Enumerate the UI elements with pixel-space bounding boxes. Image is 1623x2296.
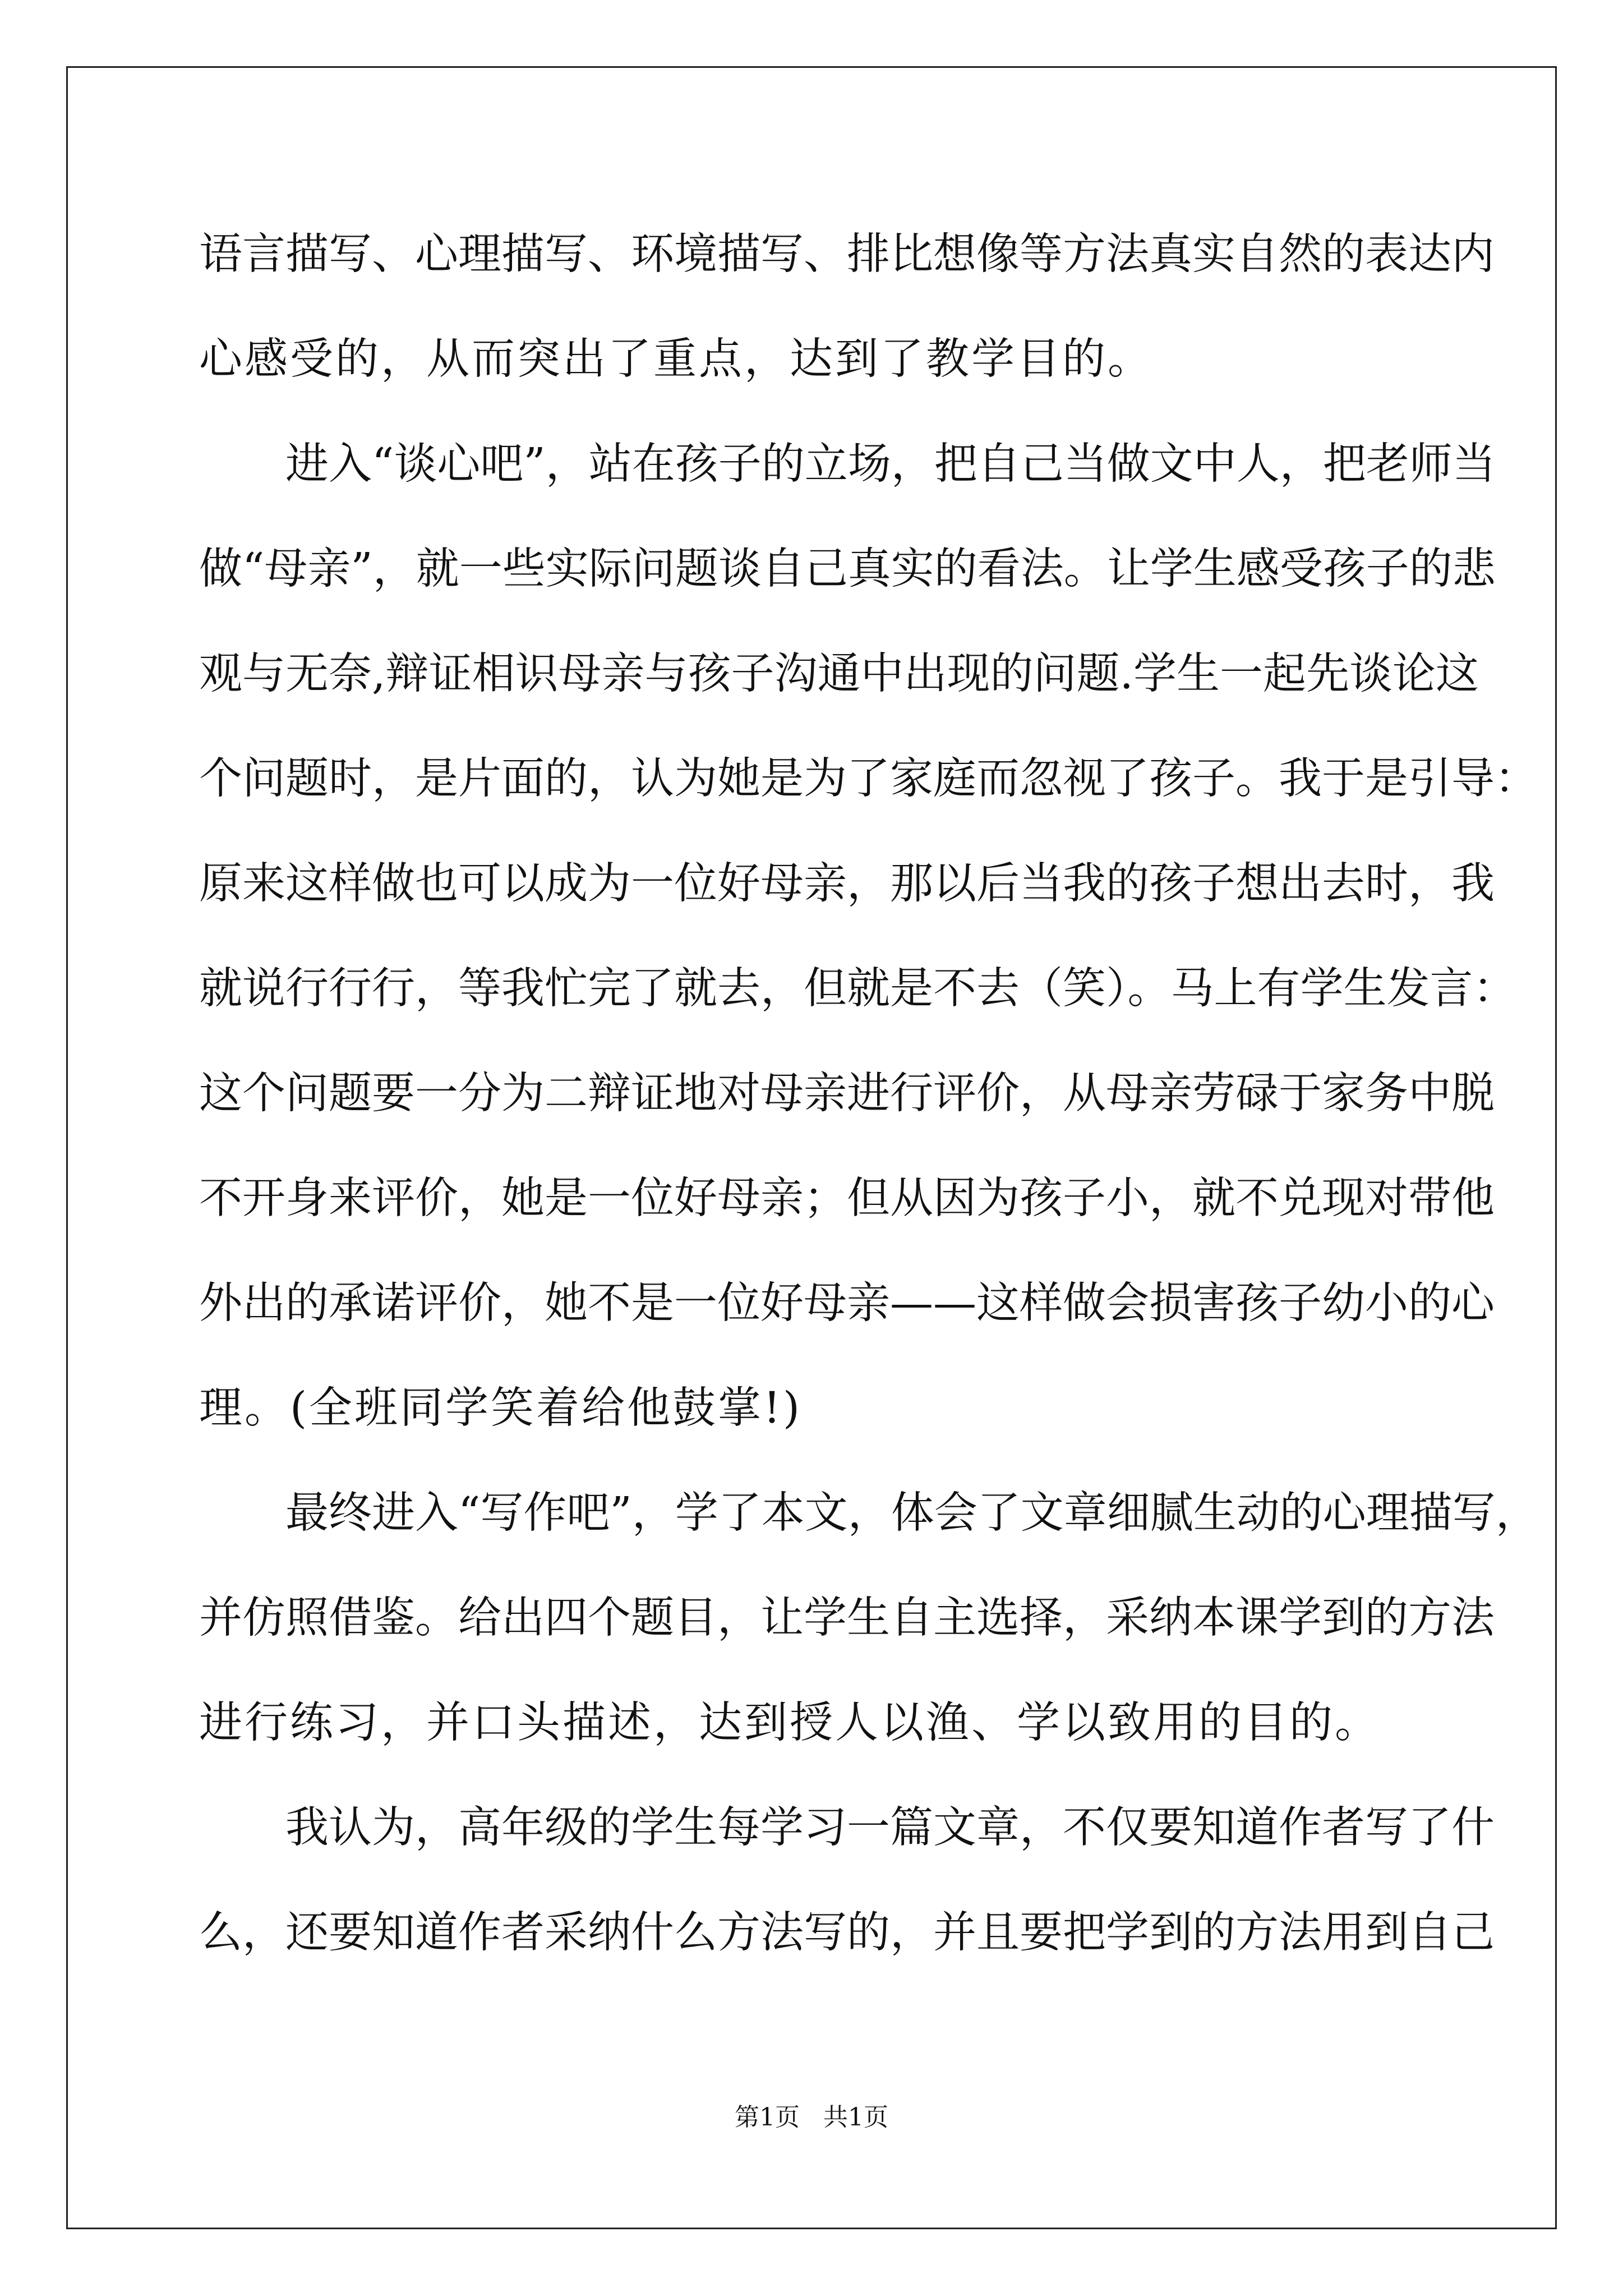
text-line: 不开身来评价，她是一位好母亲；但从因为孩子小，就不兑现对带他 <box>199 1174 1495 1223</box>
document-body <box>199 202 1539 1985</box>
text-line: 做“母亲”，就一些实际问题谈自己真实的看法。让学生感受孩子的悲 <box>199 544 1496 594</box>
text-line: 外出的承诺评价，她不是一位好母亲——这样做会损害孩子幼小的心 <box>199 1278 1495 1328</box>
text-line: 心感受的，从而突出了重点，达到了教学目的。 <box>199 334 1153 384</box>
total-pages: 共1页 <box>823 2103 888 2132</box>
text-line: 语言描写、心理描写、环境描写、排比想像等方法真实自然的表达内 <box>199 229 1495 279</box>
text-line: 并仿照借鉴。给出四个题目，让学生自主选择，采纳本课学到的方法 <box>199 1593 1495 1643</box>
page-footer <box>0 2101 1623 2134</box>
page-number: 第1页 <box>735 2103 800 2132</box>
text-line: 么，还要知道作者采纳什么方法写的，并且要把学到的方法用到自己 <box>199 1908 1495 1958</box>
text-line: 最终进入“写作吧”，学了本文，体会了文章细腻生动的心理描写， <box>199 1488 1539 1538</box>
text-line: 观与无奈,辩证相识母亲与孩子沟通中出现的问题.学生一起先谈论这 <box>199 649 1479 699</box>
text-line: 这个问题要一分为二辩证地对母亲进行评价，从母亲劳碌于家务中脱 <box>199 1069 1495 1119</box>
text-line: 进行练习，并口头描述，达到授人以渔、学以致用的目的。 <box>199 1698 1380 1748</box>
text-line: 就说行行行，等我忙完了就去，但就是不去（笑）。马上有学生发言： <box>199 964 1516 1014</box>
text-line: 进入“谈心吧”，站在孩子的立场，把自己当做文中人，把老师当 <box>199 439 1496 489</box>
text-line: 我认为，高年级的学生每学习一篇文章，不仅要知道作者写了什 <box>199 1803 1495 1853</box>
text-line: 原来这样做也可以成为一位好母亲，那以后当我的孩子想出去时，我 <box>199 859 1495 909</box>
text-line: 理。(全班同学笑着给他鼓掌!) <box>199 1383 803 1433</box>
text-line: 个问题时，是片面的，认为她是为了家庭而忽视了孩子。我于是引导： <box>199 754 1538 804</box>
